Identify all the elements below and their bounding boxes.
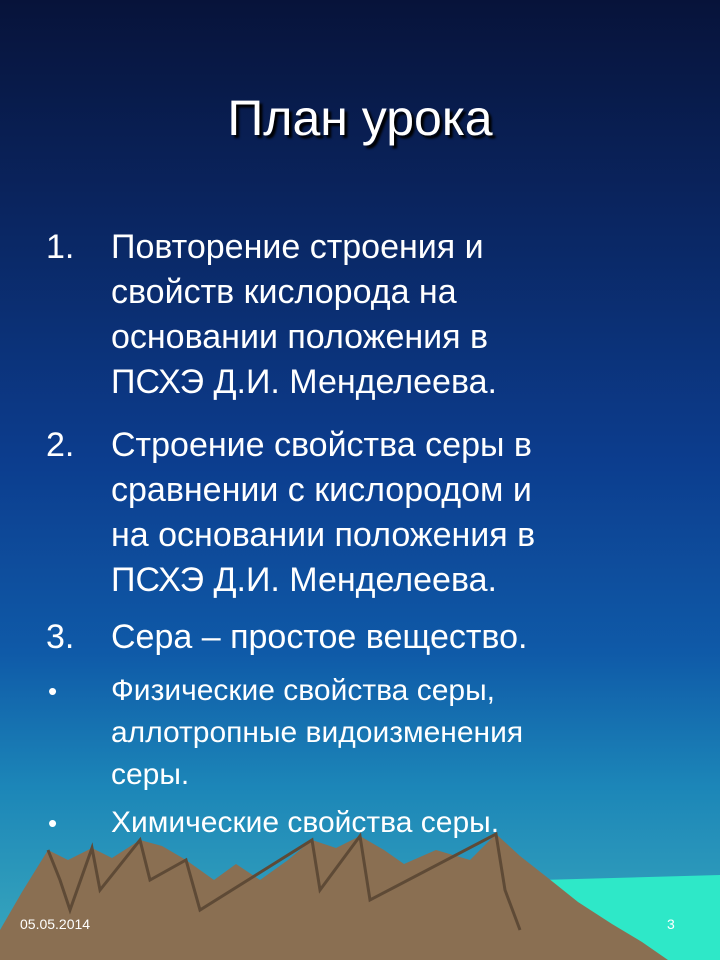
text-line: Химические свойства серы. [111, 806, 500, 839]
text-line: ПСХЭ Д.И. Менделеева. [111, 561, 497, 599]
bullet-marker: • [48, 808, 58, 838]
text-line: Повторение строения и [111, 228, 484, 266]
text-line: свойств кислорода на [111, 273, 457, 311]
mountain-range [0, 834, 668, 960]
list-item-text [111, 225, 711, 405]
bullet-marker: • [48, 676, 58, 706]
bullet-item-text [111, 802, 711, 844]
text-line: Строение свойства серы в [111, 426, 532, 464]
list-number: 2. [46, 426, 75, 464]
list-item-text [111, 615, 711, 660]
text-line: ПСХЭ Д.И. Менделеева. [111, 363, 497, 401]
text-line: на основании положения в [111, 516, 536, 554]
text-line: Сера – простое вещество. [111, 618, 528, 656]
text-line: Физические свойства серы, [111, 674, 495, 707]
text-line: аллотропные видоизменения [111, 716, 524, 749]
text-line: сравнении с кислородом и [111, 471, 532, 509]
list-number: 1. [46, 228, 75, 266]
page-number: 3 [667, 916, 675, 932]
list-item-text [111, 423, 711, 603]
bullet-item-text [111, 670, 711, 796]
text-line: основании положения в [111, 318, 489, 356]
footer-date: 05.05.2014 [20, 916, 91, 932]
list-number: 3. [46, 618, 75, 656]
slide-title: План урока [227, 90, 493, 146]
text-line: серы. [111, 758, 190, 791]
